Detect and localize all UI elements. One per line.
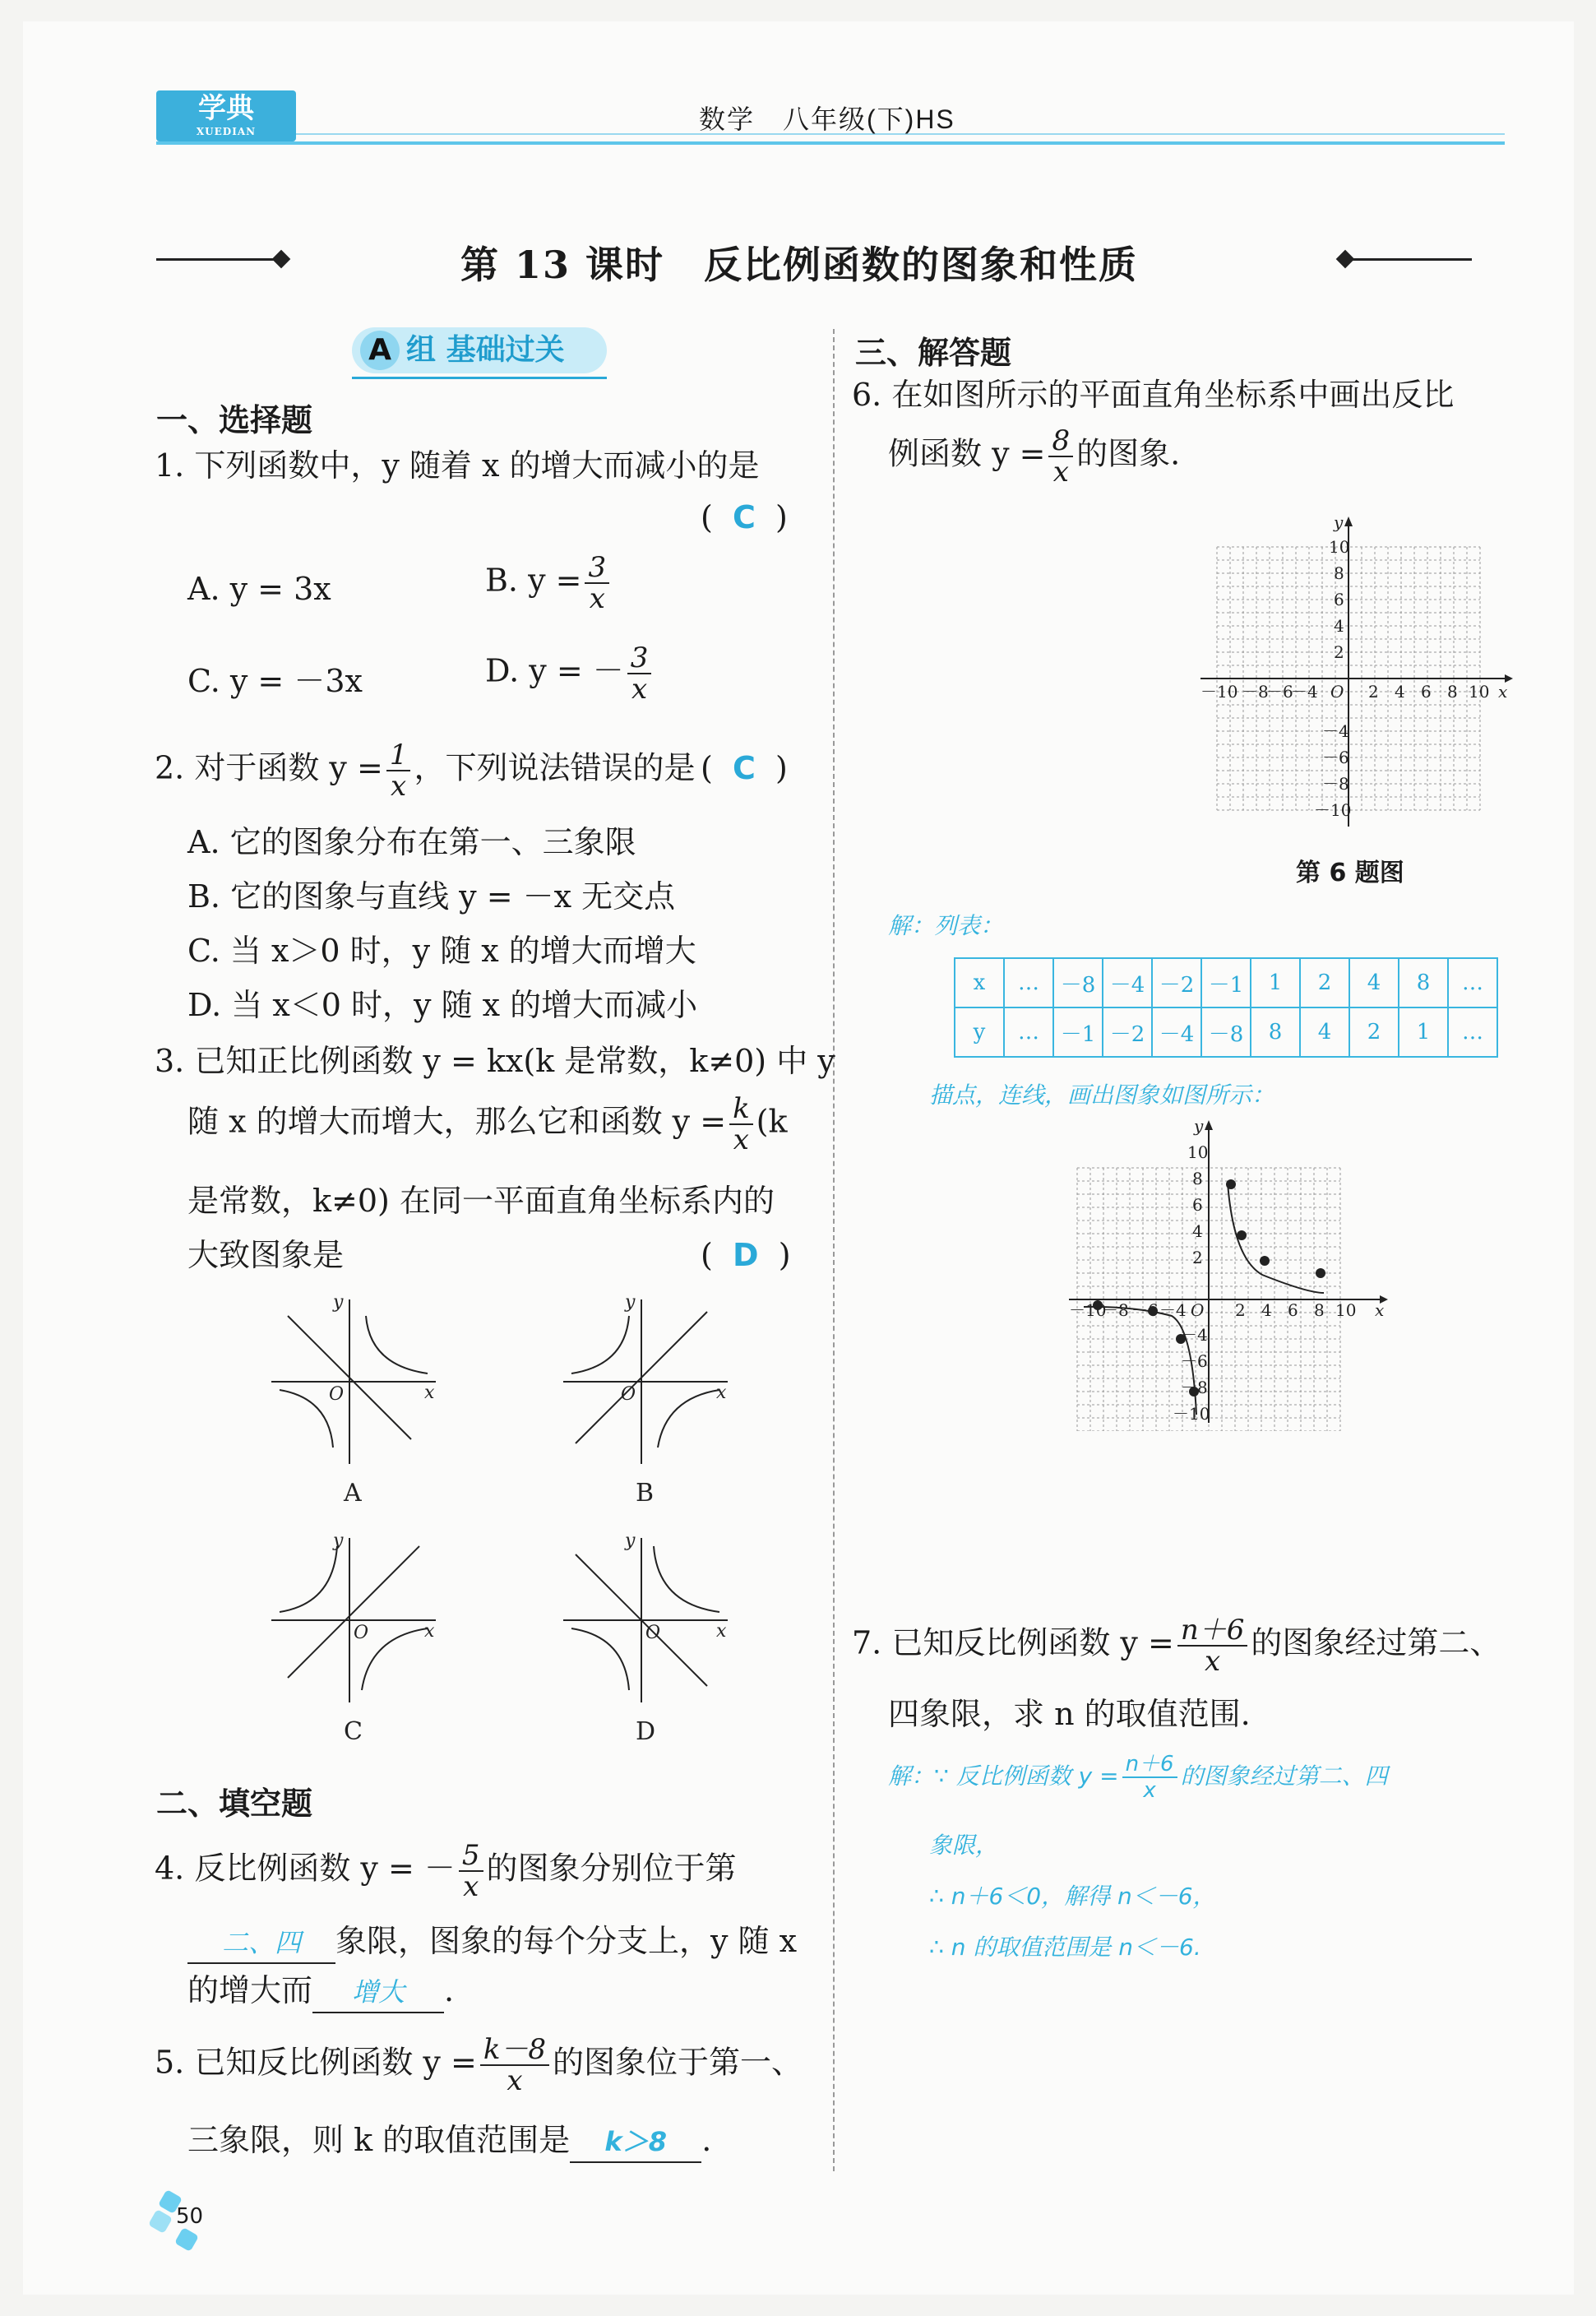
svg-text:8: 8 <box>1334 563 1344 583</box>
svg-text:－10: －10 <box>1069 1300 1107 1320</box>
svg-text:y: y <box>1334 512 1344 532</box>
q6-empty-grid <box>1192 510 1521 831</box>
svg-text:－10: －10 <box>1314 800 1352 820</box>
q6-table-row-y: y … －1 －2 －4 －8 8 4 2 1 … <box>955 1007 1497 1057</box>
title-rule-left <box>156 258 280 261</box>
q1-option-b: B. y = $\frac{3}{x}$ <box>485 553 613 614</box>
q4-fill-quadrants: 二、四 <box>221 1927 301 1958</box>
q7-solution-1: 解：∵ 反比例函数 y = $\frac{n+6}{x}$ 的图象经过第二、四 <box>888 1752 1388 1803</box>
svg-text:x: x <box>424 1383 435 1403</box>
q5-line1: 5. 已知反比例函数 y = $\frac{k-8}{x}$ 的图象位于第一、 <box>155 2033 803 2097</box>
q2-option-c: C. 当 x＞0 时，y 随 x 的增大而增大 <box>187 933 696 969</box>
section-fill: 二、填空题 <box>156 1786 313 1822</box>
section-solve: 三、解答题 <box>855 335 1012 371</box>
q3-line1: 3. 已知正比例函数 y = kx(k 是常数，k≠0) 中 y <box>155 1043 835 1079</box>
svg-text:10: 10 <box>1469 682 1490 702</box>
svg-text:－4: －4 <box>1322 721 1349 741</box>
group-name: 基础过关 <box>446 333 565 367</box>
q3-line2: 随 x 的增大而增大，那么它和函数 y = $\frac{k}{x}$ (k <box>187 1092 788 1156</box>
svg-text:y: y <box>625 1292 636 1313</box>
svg-text:O: O <box>1191 1300 1205 1320</box>
q6-table-row-x: x … －8 －4 －2 －1 1 2 4 8 … <box>955 958 1497 1007</box>
svg-text:O: O <box>329 1384 345 1405</box>
svg-text:－8: －8 <box>1181 1378 1208 1397</box>
svg-text:10: 10 <box>1329 537 1350 557</box>
brand-logo <box>156 90 296 141</box>
svg-text:y: y <box>333 1292 344 1313</box>
q6-line1: 6. 在如图所示的平面直角坐标系中画出反比 <box>852 377 1455 413</box>
q1-stem: 1. 下列函数中，y 随着 x 的增大而减小的是 <box>155 447 760 484</box>
svg-text:6: 6 <box>1421 682 1432 702</box>
q7-solution-4: ∴ n 的取值范围是 n＜－6. <box>929 1934 1201 1961</box>
q2-option-b: B. 它的图象与直线 y = －x 无交点 <box>187 878 676 915</box>
q5-line2: 三象限，则 k 的取值范围是 k＞8 . <box>187 2120 711 2163</box>
svg-text:－6: －6 <box>1322 748 1349 767</box>
q1-answer-box: ( C ) <box>701 499 788 535</box>
q2-option-a: A. 它的图象分布在第一、三象限 <box>187 824 636 860</box>
q7-line2: 四象限，求 n 的取值范围. <box>888 1696 1251 1732</box>
svg-text:－4: －4 <box>1181 1325 1208 1345</box>
svg-text:8: 8 <box>1314 1300 1325 1320</box>
title-rule-right <box>1349 258 1472 261</box>
q2-option-d: D. 当 x＜0 时，y 随 x 的增大而减小 <box>187 987 698 1023</box>
q3-graph-label-d: D <box>636 1717 656 1744</box>
svg-text:8: 8 <box>1447 682 1458 702</box>
q6-solution-graph <box>1061 1119 1390 1431</box>
q3-line3: 是常数，k≠0) 在同一平面直角坐标系内的 <box>187 1183 775 1219</box>
q4-line1: 4. 反比例函数 y = － $\frac{5}{x}$ 的图象分别位于第 <box>155 1839 737 1903</box>
svg-text:－10: －10 <box>1200 682 1238 702</box>
svg-text:x: x <box>716 1383 727 1403</box>
svg-text:2: 2 <box>1334 642 1344 662</box>
svg-text:2: 2 <box>1368 682 1379 702</box>
q3-answer: D <box>732 1237 759 1273</box>
svg-text:－6: －6 <box>1266 682 1293 702</box>
q4-fill-trend: 增大 <box>352 1976 405 2008</box>
q6-solution-label: 解：列表： <box>888 912 1004 939</box>
svg-text:O: O <box>1330 682 1344 702</box>
page-number: 50 <box>176 2204 204 2229</box>
svg-text:O: O <box>645 1623 661 1643</box>
svg-text:4: 4 <box>1395 682 1405 702</box>
q6-solution-text: 描点，连线，画出图象如图所示： <box>929 1082 1275 1109</box>
svg-text:4: 4 <box>1192 1221 1203 1241</box>
q7-solution-3: ∴ n＋6＜0，解得 n＜－6， <box>929 1883 1216 1910</box>
q2-answer: C <box>732 750 756 786</box>
svg-text:y: y <box>333 1531 344 1551</box>
q3-graph-label-a: A <box>344 1479 362 1508</box>
q3-graph-label-b: B <box>636 1479 655 1508</box>
svg-text:6: 6 <box>1334 590 1344 609</box>
q3-line4: 大致图象是 <box>187 1237 345 1273</box>
q3-option-graphs <box>247 1283 789 1744</box>
svg-text:－6: －6 <box>1181 1351 1208 1371</box>
q5-fill-range: k＞8 <box>604 2126 667 2157</box>
q7-line1: 7. 已知反比例函数 y = $\frac{n+6}{x}$ 的图象经过第二、 <box>852 1614 1501 1678</box>
svg-text:O: O <box>354 1623 369 1643</box>
svg-text:2: 2 <box>1192 1248 1203 1267</box>
svg-text:2: 2 <box>1235 1300 1246 1320</box>
group-badge <box>352 327 607 373</box>
q1-option-a: A. y = 3x <box>187 571 331 607</box>
q7-solution-2: 象限， <box>929 1832 999 1859</box>
svg-text:8: 8 <box>1192 1169 1203 1188</box>
svg-text:－6: －6 <box>1131 1300 1159 1320</box>
svg-text:－8: －8 <box>1322 774 1349 794</box>
q1-answer: C <box>732 499 756 535</box>
badge-underline <box>352 377 607 379</box>
svg-text:10: 10 <box>1335 1300 1357 1320</box>
subject-label: 数学 八年级(下)HS <box>699 104 955 134</box>
svg-text:－8: －8 <box>1242 682 1269 702</box>
group-letter: A <box>360 331 400 370</box>
brand-name: 学典 <box>198 92 254 125</box>
q3-answer-box: ( D ) <box>701 1237 791 1273</box>
q1-option-c: C. y = －3x <box>187 663 363 699</box>
q3-graph-label-c: C <box>344 1717 363 1744</box>
svg-text:O: O <box>621 1384 636 1405</box>
q6-figure-caption: 第 6 题图 <box>1296 859 1404 887</box>
svg-text:6: 6 <box>1288 1300 1298 1320</box>
svg-text:4: 4 <box>1334 616 1344 636</box>
q1-option-d: D. y = － $\frac{3}{x}$ <box>485 643 655 704</box>
svg-text:x: x <box>1498 682 1508 702</box>
brand-sub: XUEDIAN <box>196 126 257 137</box>
svg-text:x: x <box>1375 1300 1385 1320</box>
svg-text:x: x <box>716 1621 727 1642</box>
svg-text:y: y <box>1194 1119 1204 1136</box>
header-rule <box>156 141 1505 145</box>
svg-text:－10: －10 <box>1173 1404 1210 1424</box>
svg-text:－4: －4 <box>1159 1300 1187 1320</box>
svg-text:4: 4 <box>1261 1300 1272 1320</box>
section-choice: 一、选择题 <box>156 402 313 438</box>
lesson-title: 第 13 课时 反比例函数的图象和性质 <box>460 243 1139 287</box>
group-label: 组 <box>406 333 437 367</box>
column-divider <box>833 329 835 2171</box>
q6-line2: 例函数 y = $\frac{8}{x}$ 的图象. <box>888 424 1181 489</box>
q2-stem: 2. 对于函数 y = $\frac{1}{x}$ ，下列说法错误的是 <box>155 739 696 803</box>
svg-text:y: y <box>625 1531 636 1551</box>
q4-line3: 的增大而 增大 . <box>187 1971 454 2013</box>
svg-text:6: 6 <box>1192 1195 1203 1215</box>
svg-text:10: 10 <box>1187 1142 1209 1162</box>
svg-text:x: x <box>424 1621 435 1642</box>
q4-line2: 二、四 象限，图象的每个分支上，y 随 x <box>187 1921 797 1964</box>
svg-text:－8: －8 <box>1102 1300 1129 1320</box>
q6-value-table <box>954 957 1498 1058</box>
svg-text:－4: －4 <box>1291 682 1318 702</box>
q2-answer-box: ( C ) <box>701 750 788 786</box>
